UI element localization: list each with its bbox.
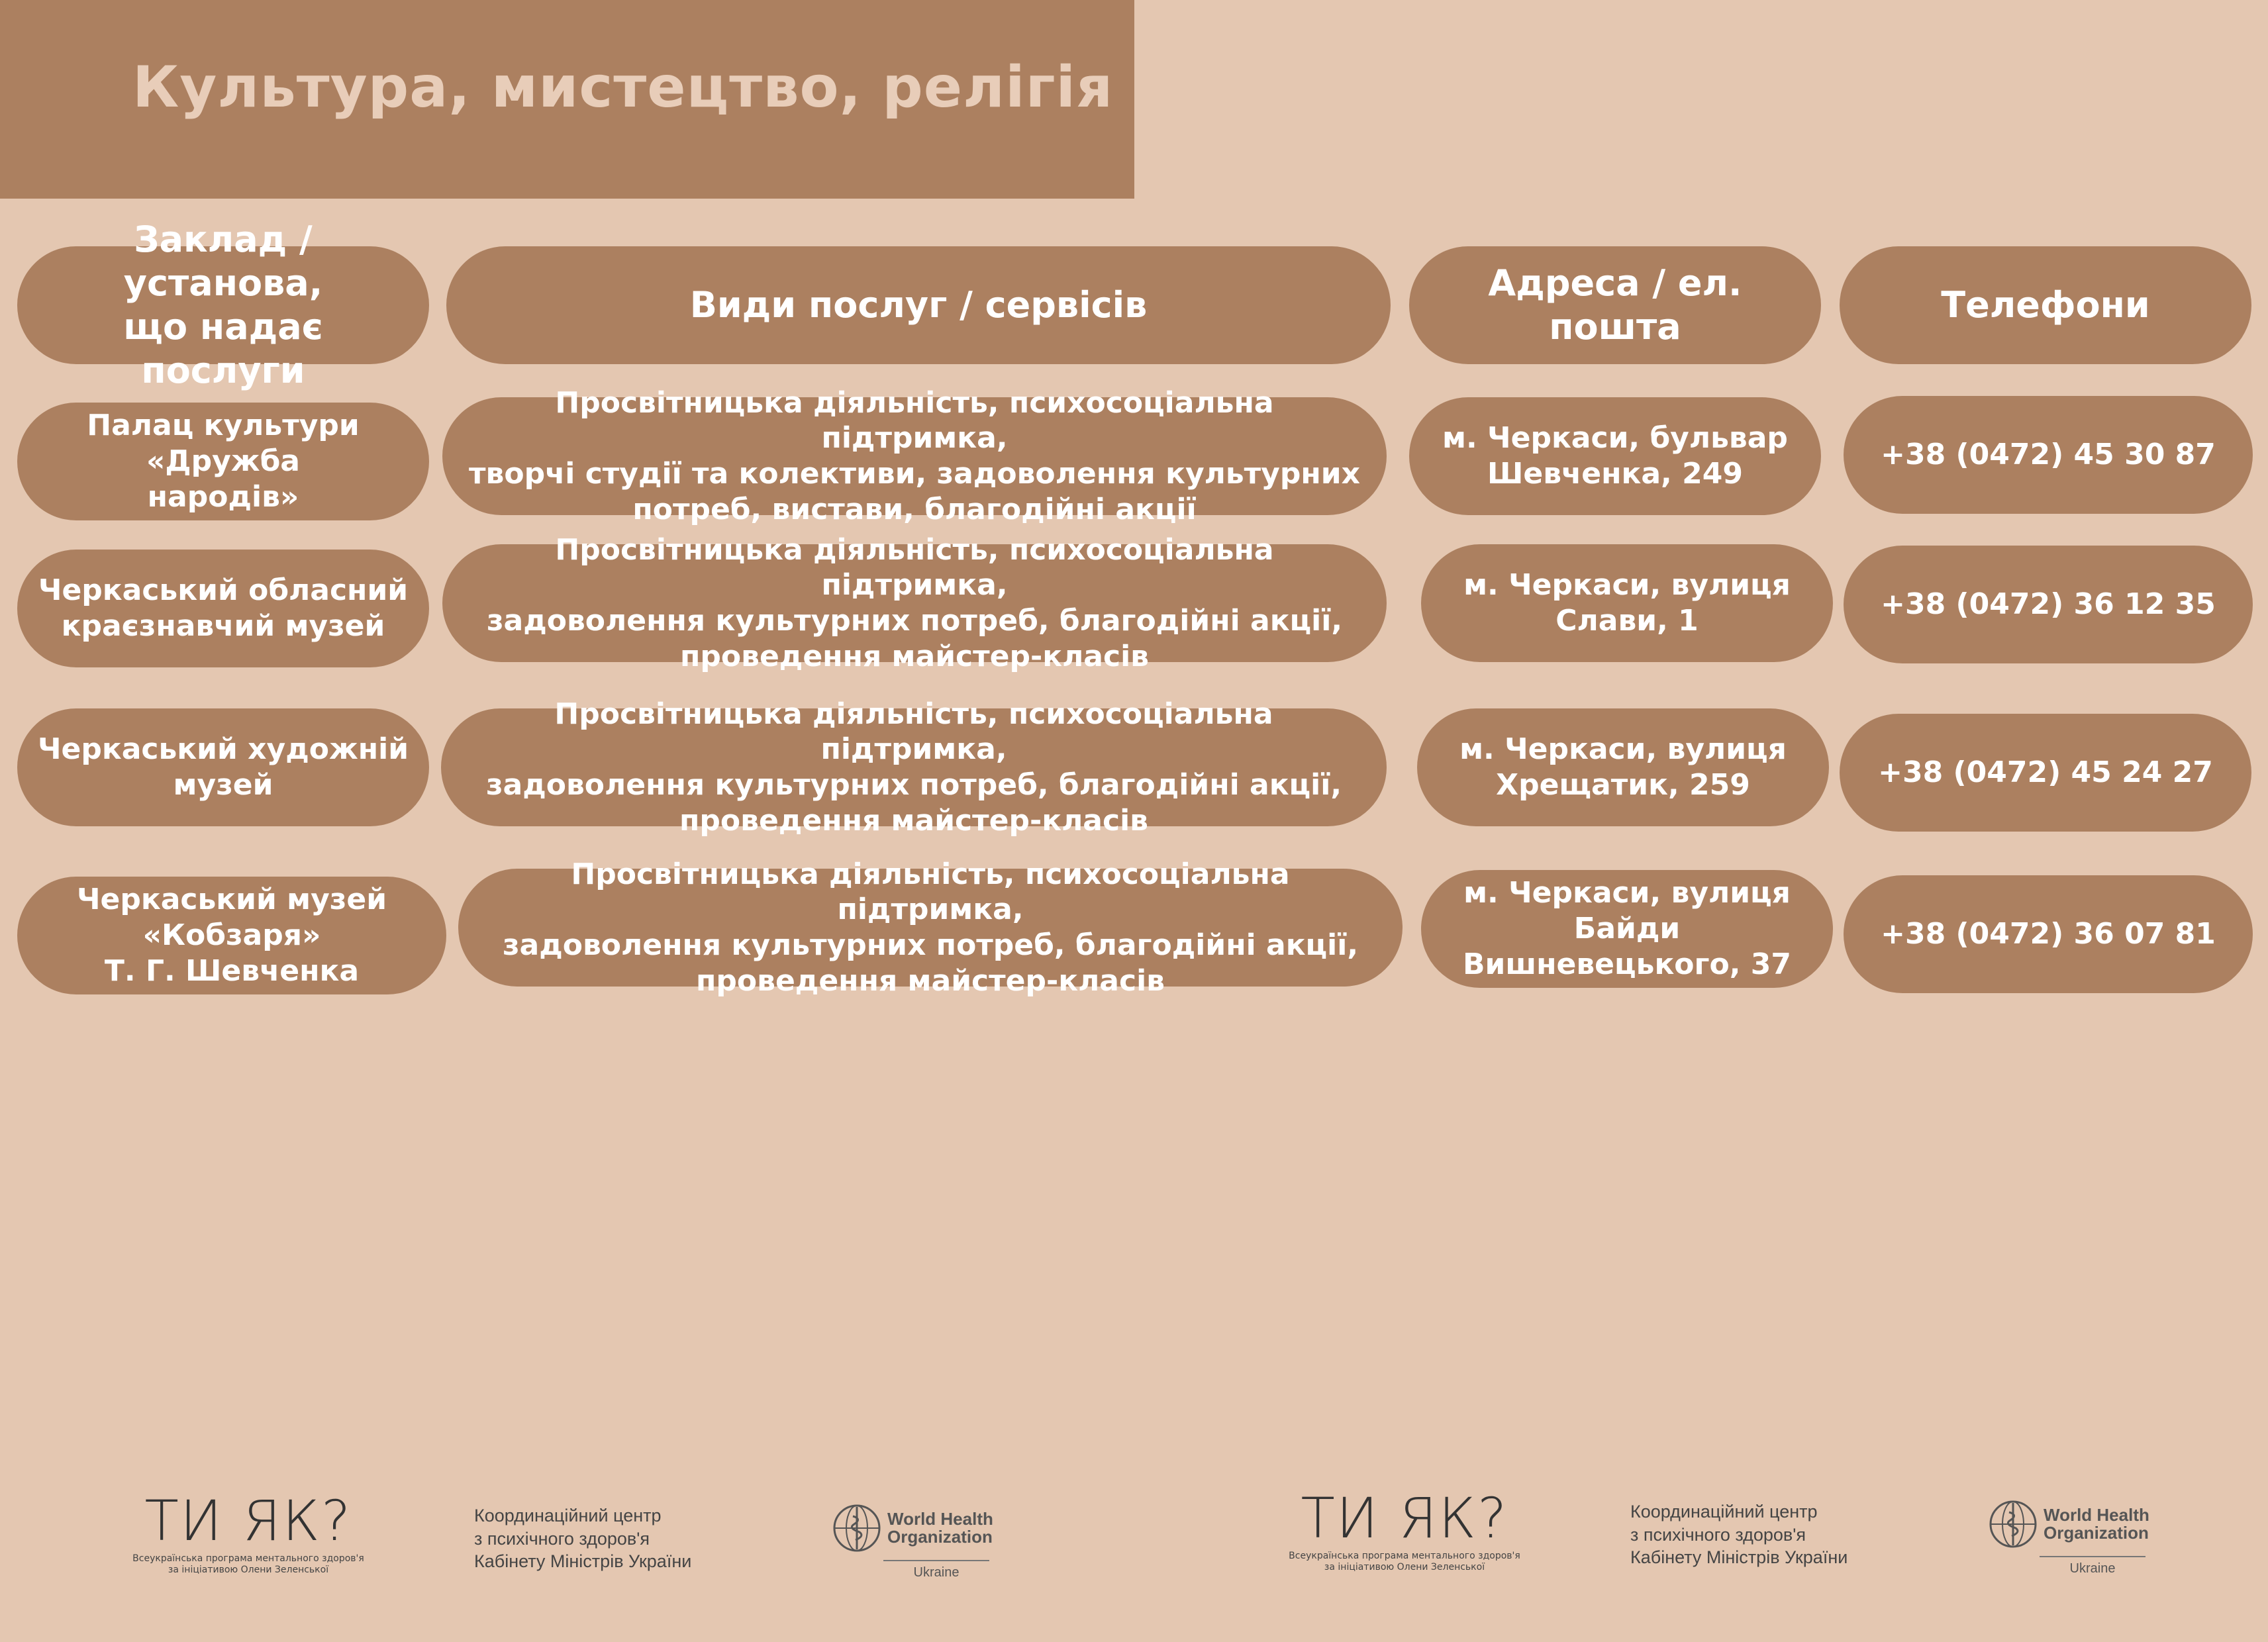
- tiyak-logo: [1282, 1486, 1527, 1573]
- header-address: [1409, 246, 1821, 364]
- table-row-1-phone: [1844, 396, 2253, 514]
- table-row-4-institution: [17, 877, 446, 994]
- institution-name: Черкаський обласний краєзнавчий музей: [38, 573, 409, 643]
- phone-text: +38 (0472) 36 12 35: [1881, 587, 2216, 622]
- phone-text: +38 (0472) 45 30 87: [1881, 438, 2216, 472]
- table-row-2-services: [442, 532, 1387, 673]
- who-country: Ukraine: [913, 1565, 960, 1580]
- table-row-3-services: [441, 697, 1387, 838]
- table-row-4-phone: [1844, 875, 2253, 993]
- table-row-4-services: [458, 857, 1403, 998]
- address-text: м. Черкаси, вулиця Хрещатик, 259: [1459, 732, 1787, 802]
- tiyak-caption: Всеукраїнська програма ментального здоров'я за ініціативою Олени Зеленської: [132, 1553, 364, 1575]
- table-row-2-institution: [17, 550, 429, 667]
- table-row-3-phone: [1840, 714, 2251, 832]
- table-row-2-address: [1421, 544, 1833, 662]
- page-title: Культура, мистецтво, релігія: [132, 54, 1114, 121]
- table-row-3-address: [1417, 708, 1829, 826]
- coordination-center-text: Координаційний центр з психічного здоров'я Кабінету Міністрів України: [474, 1506, 692, 1572]
- services-text: Просвітницька діяльність, психосоціальна підтримка, задоволення культурних потреб, благодійні акції, проведення майстер-класів: [502, 857, 1359, 998]
- phone-text: +38 (0472) 45 24 27: [1878, 755, 2213, 790]
- who-emblem-icon: [830, 1502, 883, 1555]
- title-banner: [0, 0, 1134, 199]
- services-text: Просвітницька діяльність, психосоціальна підтримка, творчі студії та колективи, задоволення культурних потреб, вистави, благодійні акції: [469, 385, 1360, 526]
- address-text: м. Черкаси, вулиця Слави, 1: [1463, 568, 1791, 638]
- services-text: Просвітницька діяльність, психосоціальна підтримка, задоволення культурних потреб, благодійні акції, проведення майстер-класів: [486, 532, 1343, 673]
- who-emblem-icon: [1987, 1498, 2040, 1551]
- phone-text: +38 (0472) 36 07 81: [1881, 917, 2216, 951]
- header-services: [446, 246, 1391, 364]
- header-institution: [17, 218, 429, 391]
- header-phones: [1840, 246, 2251, 364]
- header-address-label: Адреса / ел. пошта: [1488, 262, 1742, 348]
- services-text: Просвітницька діяльність, психосоціальна підтримка, задоволення культурних потреб, благодійні акції, проведення майстер-класів: [485, 697, 1342, 838]
- table-row-4-address: [1421, 870, 1833, 988]
- institution-name: Черкаський художній музей: [37, 732, 409, 802]
- who-logo: [830, 1502, 1016, 1580]
- header-phones-label: Телефони: [1941, 284, 2150, 326]
- address-text: м. Черкаси, бульвар Шевченка, 249: [1442, 421, 1788, 491]
- coordination-center-text: Координаційний центр з психічного здоров'я Кабінету Міністрів України: [1630, 1502, 1848, 1568]
- tiyak-logo-text: ТИ ЯК?: [1301, 1486, 1508, 1551]
- table-row-1-services: [442, 385, 1387, 526]
- who-name: World Health Organization: [2044, 1504, 2149, 1543]
- table-row-3-institution: [17, 708, 429, 826]
- institution-name: Палац культури «Дружба народів»: [87, 409, 360, 514]
- tiyak-logo: [126, 1488, 371, 1576]
- table-row-1-address: [1409, 397, 1821, 515]
- header-services-label: Види послуг / сервісів: [689, 284, 1148, 326]
- who-name: World Health Organization: [887, 1508, 993, 1547]
- table-row-1-institution: [17, 403, 429, 520]
- address-text: м. Черкаси, вулиця Байди Вишневецького, 37: [1462, 876, 1792, 981]
- table-row-2-phone: [1844, 546, 2253, 663]
- who-divider: [883, 1560, 989, 1561]
- who-divider: [2040, 1556, 2145, 1557]
- tiyak-logo-text: ТИ ЯК?: [144, 1488, 352, 1553]
- who-country: Ukraine: [2069, 1561, 2116, 1576]
- tiyak-caption: Всеукраїнська програма ментального здоров'я за ініціативою Олени Зеленської: [1289, 1551, 1520, 1572]
- institution-name: Черкаський музей «Кобзаря» Т. Г. Шевченка: [76, 883, 387, 988]
- header-institution-label: Заклад / установа, що надає послуги: [123, 218, 323, 391]
- who-logo: [1987, 1498, 2172, 1576]
